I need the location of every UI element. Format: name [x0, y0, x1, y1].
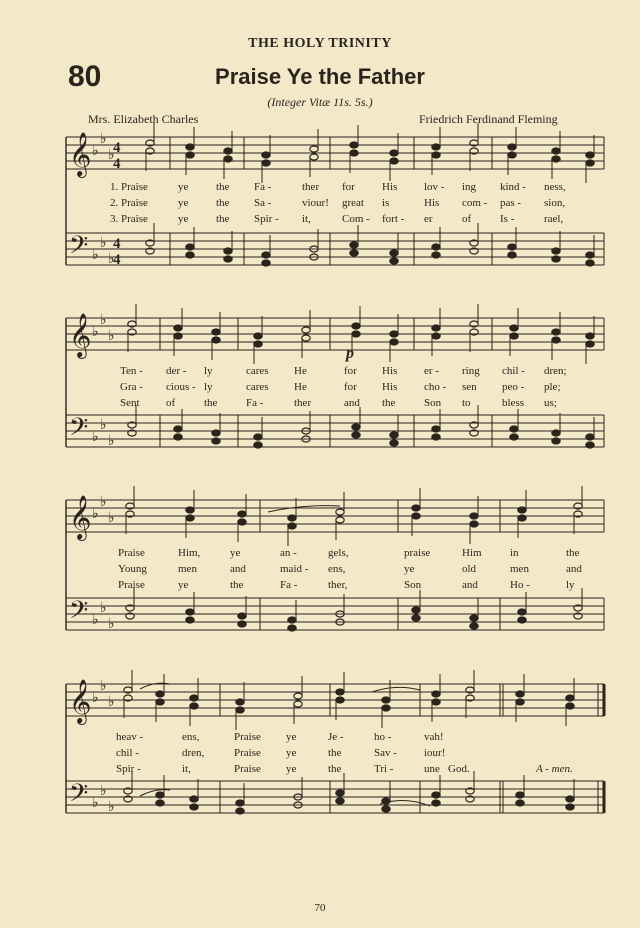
lyric-syllable: sen — [462, 381, 477, 393]
lyric-syllable: cares — [246, 381, 269, 393]
flat-sign: ♭ — [100, 132, 107, 147]
note-head — [224, 148, 232, 154]
note-head — [432, 792, 440, 798]
flat-sign: ♭ — [108, 434, 115, 449]
flat-sign: ♭ — [108, 252, 115, 267]
lyric-syllable: the — [328, 763, 342, 775]
note-head — [390, 150, 398, 156]
note-head — [516, 691, 524, 697]
note-head — [186, 617, 194, 623]
note-head — [552, 430, 560, 436]
note-head — [566, 796, 574, 802]
time-signature: 4 — [113, 140, 121, 156]
lyric-syllable: Com - — [342, 213, 370, 225]
lyric-syllable: Praise — [234, 731, 261, 743]
note-head — [310, 146, 318, 152]
lyric-syllable: dren, — [182, 747, 205, 759]
note-head — [586, 252, 594, 258]
lyric-syllable: men — [510, 563, 529, 575]
note-head — [350, 250, 358, 256]
lyric-syllable: iour! — [424, 747, 446, 759]
note-head — [224, 248, 232, 254]
lyric-syllable: Tri - — [374, 763, 394, 775]
lyric-syllable: ens, — [182, 731, 200, 743]
flat-sign: ♭ — [108, 148, 115, 163]
lyric-syllable: Is - — [500, 213, 515, 225]
note-head — [174, 333, 182, 339]
note-head — [586, 260, 594, 266]
note-head — [432, 152, 440, 158]
note-head — [432, 252, 440, 258]
lyric-syllable: it, — [302, 213, 311, 225]
note-head — [156, 800, 164, 806]
note-head — [586, 333, 594, 339]
lyric-syllable: viour! — [302, 197, 329, 209]
lyric-syllable: Son — [424, 397, 442, 409]
lyric-syllable: 3. Praise — [110, 213, 148, 225]
note-head — [336, 798, 344, 804]
bass-clef: 𝄢 — [69, 779, 89, 814]
note-head — [382, 697, 390, 703]
note-head — [186, 152, 194, 158]
bass-clef: 𝄢 — [69, 413, 89, 448]
flat-sign: ♭ — [100, 601, 107, 616]
note-head — [552, 248, 560, 254]
lyric-syllable: rael, — [544, 213, 564, 225]
note-head — [432, 244, 440, 250]
note-head — [432, 333, 440, 339]
bass-clef: 𝄢 — [69, 596, 89, 631]
note-head — [238, 519, 246, 525]
note-head — [350, 150, 358, 156]
note-head — [412, 505, 420, 511]
note-head — [350, 242, 358, 248]
lyric-syllable: ly — [204, 365, 213, 377]
note-head — [336, 517, 344, 523]
lyric-syllable: Fa - — [280, 579, 298, 591]
lyric-syllable: ye — [178, 181, 189, 193]
lyric-syllable: and — [566, 563, 582, 575]
note-head — [510, 325, 518, 331]
lyric-syllable: of — [462, 213, 472, 225]
lyric-syllable: ye — [178, 579, 189, 591]
flat-sign: ♭ — [92, 144, 99, 159]
lyric-syllable: His — [382, 381, 398, 393]
lyric-syllable: He — [294, 381, 307, 393]
note-head — [190, 695, 198, 701]
flat-sign: ♭ — [108, 511, 115, 526]
flat-sign: ♭ — [92, 613, 99, 628]
lyric-syllable: ye — [178, 213, 189, 225]
note-head — [186, 609, 194, 615]
lyric-syllable: ness, — [544, 181, 566, 193]
lyric-syllable: Spir - — [116, 763, 141, 775]
lyric-syllable: sion, — [544, 197, 566, 209]
note-head — [190, 703, 198, 709]
note-head — [390, 158, 398, 164]
note-head — [518, 617, 526, 623]
lyric-syllable: He — [294, 365, 307, 377]
flat-sign: ♭ — [100, 418, 107, 433]
lyric-syllable: kind - — [500, 181, 526, 193]
note-head — [586, 442, 594, 448]
lyric-syllable: dren; — [544, 365, 567, 377]
dynamic-marking: p — [346, 345, 354, 362]
bass-clef: 𝄢 — [69, 231, 89, 266]
slur — [268, 506, 340, 512]
note-head — [186, 144, 194, 150]
note-head — [186, 507, 194, 513]
lyric-syllable: the — [566, 547, 580, 559]
lyric-syllable: for — [344, 381, 357, 393]
time-signature: 4 — [113, 156, 121, 172]
note-head — [382, 806, 390, 812]
note-head — [516, 792, 524, 798]
flat-sign: ♭ — [108, 800, 115, 815]
lyric-syllable: ye — [230, 547, 241, 559]
lyric-syllable: it, — [182, 763, 191, 775]
note-head — [432, 691, 440, 697]
lyric-syllable: heav - — [116, 731, 144, 743]
note-head — [212, 337, 220, 343]
note-head — [566, 804, 574, 810]
note-head — [336, 697, 344, 703]
slur — [140, 790, 170, 796]
lyric-syllable: chil - — [116, 747, 139, 759]
lyric-syllable: for — [344, 365, 357, 377]
note-head — [508, 152, 516, 158]
note-head — [224, 156, 232, 162]
lyric-syllable: ther — [302, 181, 320, 193]
note-head — [352, 323, 360, 329]
note-head — [586, 152, 594, 158]
note-head — [432, 434, 440, 440]
note-head — [336, 689, 344, 695]
note-head — [186, 515, 194, 521]
note-head — [552, 148, 560, 154]
note-head — [186, 244, 194, 250]
lyric-syllable: Sav - — [374, 747, 397, 759]
note-head — [470, 513, 478, 519]
note-head — [516, 699, 524, 705]
lyric-syllable: Sa - — [254, 197, 272, 209]
hymn-number: 80 — [68, 60, 102, 93]
note-head — [336, 509, 344, 515]
lyric-syllable: Him — [462, 547, 482, 559]
lyric-syllable: lov - — [424, 181, 445, 193]
lyric-syllable: His — [424, 197, 440, 209]
lyric-syllable: men — [178, 563, 197, 575]
flat-sign: ♭ — [100, 495, 107, 510]
note-head — [310, 154, 318, 160]
note-head — [212, 430, 220, 436]
flat-sign: ♭ — [100, 679, 107, 694]
lyric-syllable: and — [230, 563, 246, 575]
note-head — [352, 432, 360, 438]
note-head — [336, 790, 344, 796]
lyric-syllable: ye — [404, 563, 415, 575]
note-head — [566, 703, 574, 709]
note-head — [254, 341, 262, 347]
note-head — [174, 434, 182, 440]
note-head — [412, 615, 420, 621]
note-head — [586, 434, 594, 440]
lyric-syllable: der - — [166, 365, 187, 377]
note-head — [156, 691, 164, 697]
time-signature: 4 — [113, 252, 121, 268]
lyric-syllable: and — [344, 397, 360, 409]
note-head — [432, 426, 440, 432]
lyric-syllable: Praise — [234, 747, 261, 759]
lyric-syllable: pas - — [500, 197, 522, 209]
lyric-syllable: Spir - — [254, 213, 279, 225]
lyric-syllable: an - — [280, 547, 297, 559]
note-head — [552, 156, 560, 162]
lyric-syllable: ye — [286, 763, 297, 775]
lyric-syllable: the — [382, 397, 396, 409]
note-head — [510, 333, 518, 339]
note-head — [552, 337, 560, 343]
treble-clef: 𝄞 — [69, 313, 92, 357]
flat-sign: ♭ — [100, 784, 107, 799]
note-head — [186, 252, 194, 258]
flat-sign: ♭ — [100, 313, 107, 328]
lyric-syllable: fort - — [382, 213, 405, 225]
lyric-syllable: com - — [462, 197, 488, 209]
note-head — [412, 513, 420, 519]
lyric-syllable: His — [382, 181, 398, 193]
lyric-syllable: 1. Praise — [110, 181, 148, 193]
page-number: 70 — [314, 902, 326, 914]
note-head — [470, 615, 478, 621]
lyric-syllable: ye — [286, 731, 297, 743]
lyric-syllable: old — [462, 563, 477, 575]
lyric-syllable: er - — [424, 365, 439, 377]
flat-sign: ♭ — [100, 236, 107, 251]
lyric-syllable: Gra - — [120, 381, 143, 393]
hymn-title: Praise Ye the Father — [215, 64, 425, 89]
note-head — [412, 607, 420, 613]
note-head — [382, 705, 390, 711]
lyric-syllable: Fa - — [254, 181, 272, 193]
lyric-syllable: ing — [462, 181, 477, 193]
note-head — [390, 250, 398, 256]
lyric-syllable: Sent — [120, 397, 140, 409]
lyric-syllable: to — [462, 397, 471, 409]
lyric-syllable: His — [382, 365, 398, 377]
note-head — [350, 142, 358, 148]
lyric-syllable: Him, — [178, 547, 201, 559]
lyric-syllable: the — [204, 397, 218, 409]
flat-sign: ♭ — [92, 691, 99, 706]
lyric-syllable: gels, — [328, 547, 349, 559]
note-head — [294, 693, 302, 699]
lyric-syllable: peo - — [502, 381, 525, 393]
note-head — [156, 699, 164, 705]
note-head — [390, 440, 398, 446]
lyric-syllable: Ho - — [510, 579, 530, 591]
flat-sign: ♭ — [92, 325, 99, 340]
note-head — [566, 695, 574, 701]
note-head — [586, 341, 594, 347]
lyric-syllable: ther — [294, 397, 312, 409]
note-head — [262, 260, 270, 266]
flat-sign: ♭ — [108, 329, 115, 344]
note-head — [516, 800, 524, 806]
note-head — [288, 617, 296, 623]
note-head — [254, 442, 262, 448]
note-head — [586, 160, 594, 166]
lyric-syllable: God. — [448, 763, 470, 775]
note-head — [390, 331, 398, 337]
note-head — [432, 800, 440, 806]
lyric-syllable: Praise — [118, 579, 145, 591]
note-head — [288, 523, 296, 529]
lyric-syllable: bless — [502, 397, 524, 409]
lyric-syllable: Son — [404, 579, 422, 591]
lyric-syllable: us; — [544, 397, 557, 409]
note-head — [236, 808, 244, 814]
note-head — [156, 792, 164, 798]
note-head — [190, 796, 198, 802]
note-head — [510, 434, 518, 440]
lyric-syllable: in — [510, 547, 519, 559]
note-head — [236, 699, 244, 705]
note-head — [508, 252, 516, 258]
lyric-syllable: for — [342, 181, 355, 193]
lyric-syllable: and — [462, 579, 478, 591]
note-head — [262, 252, 270, 258]
flat-sign: ♭ — [92, 507, 99, 522]
lyric-syllable: er — [424, 213, 433, 225]
lyric-syllable: Fa - — [246, 397, 264, 409]
lyric-syllable: the — [216, 197, 230, 209]
note-head — [254, 333, 262, 339]
lyric-syllable: Je - — [328, 731, 344, 743]
lyric-syllable: chil - — [502, 365, 525, 377]
lyric-syllable: ple; — [544, 381, 561, 393]
note-head — [508, 144, 516, 150]
flat-sign: ♭ — [108, 617, 115, 632]
note-head — [238, 613, 246, 619]
lyric-syllable: great — [342, 197, 364, 209]
section-heading: THE HOLY TRINITY — [248, 36, 392, 51]
treble-clef: 𝄞 — [69, 132, 92, 176]
note-head — [174, 325, 182, 331]
note-head — [224, 256, 232, 262]
note-head — [508, 244, 516, 250]
note-head — [432, 144, 440, 150]
lyric-syllable: ly — [204, 381, 213, 393]
note-head — [518, 609, 526, 615]
note-head — [236, 800, 244, 806]
note-head — [552, 256, 560, 262]
note-head — [432, 699, 440, 705]
lyric-syllable: is — [382, 197, 390, 209]
lyric-syllable: cho - — [424, 381, 447, 393]
lyric-syllable: the — [230, 579, 244, 591]
lyric-syllable: ly — [566, 579, 575, 591]
note-head — [254, 434, 262, 440]
note-head — [390, 339, 398, 345]
composer-credit: Friedrich Ferdinand Fleming — [419, 112, 558, 126]
note-head — [294, 701, 302, 707]
note-head — [552, 438, 560, 444]
lyric-syllable: ye — [178, 197, 189, 209]
note-head — [518, 515, 526, 521]
lyric-syllable: maid - — [280, 563, 309, 575]
amen-text: A - men. — [536, 763, 573, 775]
slur — [372, 687, 420, 692]
lyric-syllable: une — [424, 763, 440, 775]
note-head — [212, 329, 220, 335]
note-head — [390, 258, 398, 264]
note-head — [352, 331, 360, 337]
note-head — [470, 521, 478, 527]
note-head — [302, 327, 310, 333]
lyric-syllable: Praise — [118, 547, 145, 559]
lyric-syllable: the — [216, 213, 230, 225]
note-head — [238, 621, 246, 627]
treble-clef: 𝄞 — [69, 679, 92, 723]
lyric-syllable: ther, — [328, 579, 348, 591]
treble-clef: 𝄞 — [69, 495, 92, 539]
note-head — [552, 329, 560, 335]
lyric-syllable: of — [166, 397, 176, 409]
note-head — [390, 432, 398, 438]
author-credit: Mrs. Elizabeth Charles — [88, 112, 199, 126]
lyric-syllable: Young — [118, 563, 147, 575]
flat-sign: ♭ — [92, 796, 99, 811]
lyric-syllable: cares — [246, 365, 269, 377]
lyric-syllable: ring — [462, 365, 480, 377]
note-head — [518, 507, 526, 513]
flat-sign: ♭ — [92, 248, 99, 263]
lyric-syllable: praise — [404, 547, 431, 559]
note-head — [352, 424, 360, 430]
note-head — [262, 152, 270, 158]
lyric-syllable: Praise — [234, 763, 261, 775]
lyric-syllable: cious - — [166, 381, 196, 393]
flat-sign: ♭ — [92, 430, 99, 445]
tune-name: (Integer Vitæ 11s. 5s.) — [267, 95, 373, 109]
note-head — [174, 426, 182, 432]
lyric-syllable: Ten - — [120, 365, 143, 377]
lyric-syllable: ye — [286, 747, 297, 759]
lyric-syllable: ens, — [328, 563, 346, 575]
note-head — [212, 438, 220, 444]
note-head — [302, 335, 310, 341]
note-head — [288, 515, 296, 521]
note-head — [262, 160, 270, 166]
note-head — [238, 511, 246, 517]
lyric-syllable: 2. Praise — [110, 197, 148, 209]
flat-sign: ♭ — [108, 695, 115, 710]
note-head — [236, 707, 244, 713]
note-head — [432, 325, 440, 331]
lyric-syllable: ho - — [374, 731, 392, 743]
note-head — [190, 804, 198, 810]
note-head — [470, 623, 478, 629]
time-signature: 4 — [113, 236, 121, 252]
lyric-syllable: the — [216, 181, 230, 193]
note-head — [510, 426, 518, 432]
note-head — [288, 625, 296, 631]
lyric-syllable: vah! — [424, 731, 444, 743]
lyric-syllable: the — [328, 747, 342, 759]
